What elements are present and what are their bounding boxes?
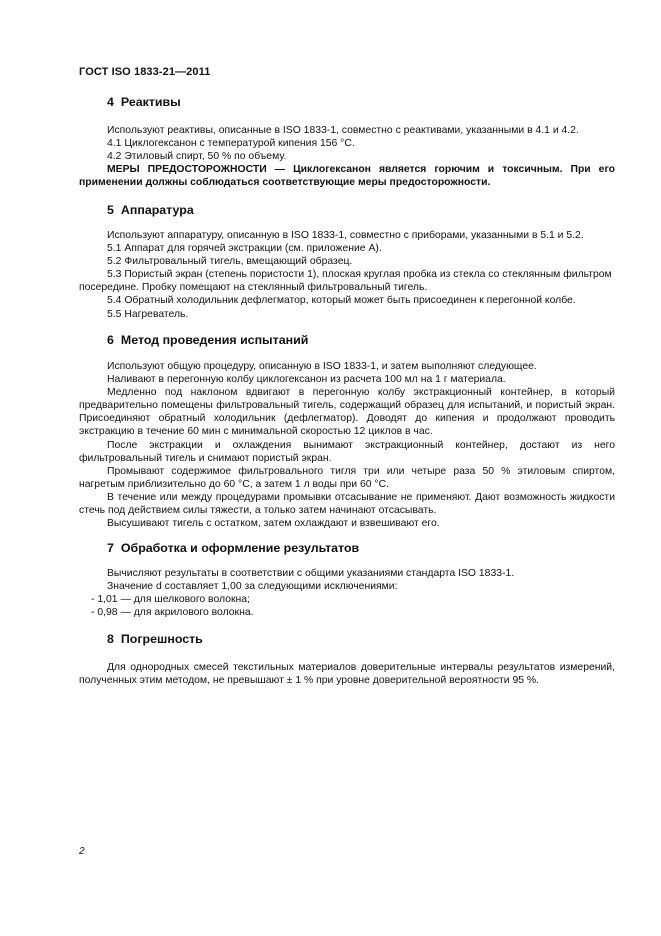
paragraph: 5.5 Нагреватель.: [107, 308, 189, 320]
section-number: 5: [107, 203, 114, 217]
section-title: [107, 632, 615, 646]
paragraph: 4.1 Циклогексанон с температурой кипения 156 °С.: [107, 138, 355, 150]
section-title: [107, 541, 615, 555]
section-title: [107, 203, 615, 217]
paragraph: 5.3 Пористый экран (степень пористости 1), плоская круглая пробка из стекла со стеклянным фильтром посередине. Пробку помещают на стеклянный фильтровальный тигель.: [79, 269, 612, 294]
section-heading: Аппаратура: [120, 203, 194, 217]
paragraph: Используют общую процедуру, описанную в ISO 1833-1, и затем выполняют следующее.: [107, 361, 537, 372]
paragraph: Используют аппаратуру, описанную в ISO 1833-1, совместно с приборами, указанными в 5.1 и 5.2.: [107, 230, 584, 241]
section-number: 6: [107, 333, 114, 347]
paragraph: Для однородных смесей текстильных материалов доверительные интервалы результатов измерений, полученных этим методом, не превышают ± 1 % при уровне доверительной вероятности 95 %.: [79, 662, 615, 687]
section-number: 7: [107, 541, 114, 555]
paragraph: После экстракции и охлаждения вынимают экстракционный контейнер, достают из него фильтровальный тигель и снимают пористый экран.: [79, 439, 615, 464]
section-8: [79, 632, 615, 687]
paragraph: 5.2 Фильтровальный тигель, вмещающий образец.: [107, 256, 353, 268]
section-4: [79, 95, 615, 189]
paragraph: 4.2 Этиловый спирт, 50 % по объему.: [107, 151, 287, 163]
paragraph: 5.4 Обратный холодильник дефлегматор, который может быть присоединен к перегонной колбе.: [107, 295, 576, 307]
section-title: [107, 95, 615, 109]
section-7: [79, 541, 615, 619]
paragraph: Медленно под наклоном вдвигают в перегонную колбу экстракционный контейнер, в который предварительно помещены фильтровальный тигель, содержащий образец для испытаний, и пористый экран. Присоединяют обратный холодильник (дефлегматор). Доводят до кипения и продолжают проводить экстракцию в течение 60 мин с минимальной скоростью 12 циклов в час.: [79, 387, 615, 438]
paragraph: 5.1 Аппарат для горячей экстракции (см. приложение А).: [107, 243, 382, 255]
section-number: 8: [107, 632, 114, 646]
section-heading: Обработка и оформление результатов: [120, 541, 360, 555]
section-heading: Погрешность: [120, 632, 203, 646]
paragraph: В течение или между процедурами промывки отсасывание не применяют. Дают возможность жидкости стечь под действием силы тяжести, а только затем начинают отсасывать.: [79, 491, 615, 517]
section-5: [79, 203, 615, 321]
paragraph: Значение d составляет 1,00 за следующими исключениями:: [107, 581, 398, 593]
section-heading: Реактивы: [120, 95, 181, 109]
page-number: 2: [79, 846, 85, 857]
document-header: ГОСТ ISO 1833-21—2011: [79, 66, 211, 78]
paragraph: Используют реактивы, описанные в ISO 1833-1, совместно с реактивами, указанными в 4.1 и 4.2.: [107, 125, 579, 136]
warning-paragraph: МЕРЫ ПРЕДОСТОРОЖНОСТИ — Циклогексанон является горючим и токсичным. При его применении должны соблюдаться соответствующие меры предосторожности.: [79, 164, 615, 189]
section-6: [79, 333, 615, 530]
paragraph: Промывают содержимое фильтровального тигля три или четыре раза 50 % этиловым спиртом, нагретым приблизительно до 60 °С, а затем 1 л воды при 60 °С.: [79, 465, 615, 490]
section-title: [107, 333, 615, 347]
list-item: - 0,98 — для акрилового волокна.: [91, 607, 254, 619]
paragraph: Вычисляют результаты в соответствии с общими указаниями стандарта ISO 1833-1.: [107, 568, 515, 579]
section-number: 4: [107, 95, 114, 109]
paragraph: Высушивают тигель с остатком, затем охлаждают и взвешивают его.: [107, 518, 440, 530]
list-item: - 1,01 — для шелкового волокна;: [91, 594, 250, 606]
section-heading: Метод проведения испытаний: [120, 333, 309, 347]
paragraph: Наливают в перегонную колбу циклогексанон из расчета 100 мл на 1 г материала.: [107, 374, 506, 386]
